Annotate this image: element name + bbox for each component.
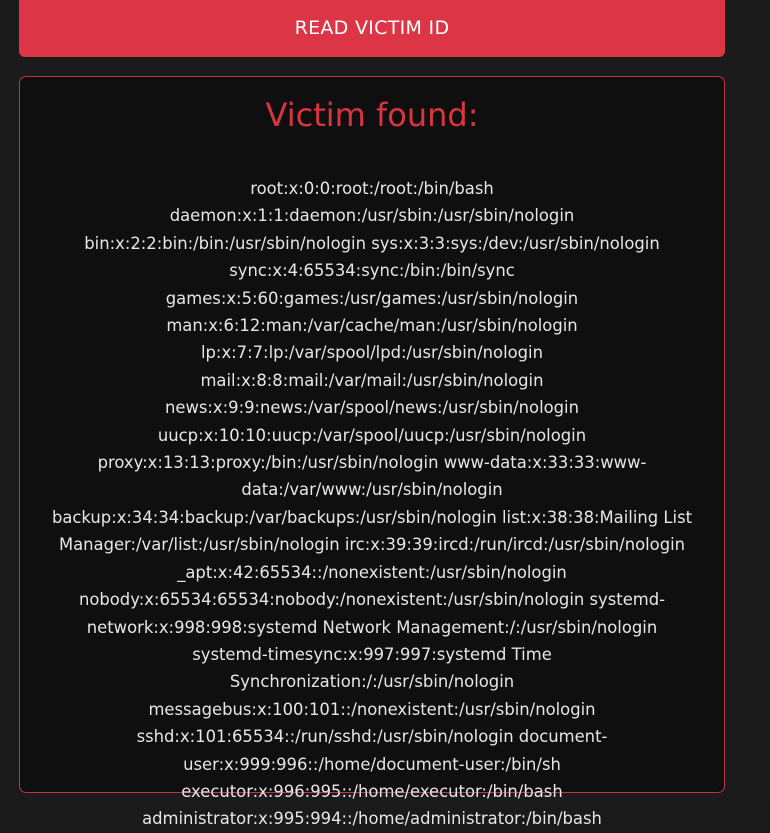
read-victim-id-button[interactable]: READ VICTIM ID (19, 0, 725, 57)
victim-found-heading: Victim found: (265, 96, 479, 134)
victim-result-panel (19, 76, 725, 829)
victim-file-content: root:x:0:0:root:/root:/bin/bash daemon:x:1:1:daemon:/usr/sbin:/usr/sbin/nologin bin:x:2:2:bin:/bin:/usr/sbin/nologin sys:x:3:3:sys:/dev:/usr/sbin/nologin sync:x:4:65534:sync:/bin:/bin/sync games:x:5:60:games:/usr/games:/usr/sbin/nologin man:x:6:12:man:/var/cache/man:/usr/sbin/nologin lp:x:7:7:lp:/var/spool/lpd:/usr/sbin/nologin mail:x:8:8:mail:/var/mail:/usr/sbin/nologin news:x:9:9:news:/var/spool/news:/usr/sbin/nologin uucp:x:10:10:uucp:/var/spool/uucp:/usr/sbin/nologin proxy:x:13:13:proxy:/bin:/usr/sbin/nologin www-data:x:33:33:www-data:/var/www:/usr/sbin/nologin backup:x:34:34:backup:/var/backups:/usr/sbin/nologin list:x:38:38:Mailing List Manager:/var/list:/usr/sbin/nologin irc:x:39:39:ircd:/run/ircd:/usr/sbin/nologin _apt:x:42:65534::/nonexistent:/usr/sbin/nologin nobody:x:65534:65534:nobody:/nonexistent:/usr/sbin/nologin systemd-network:x:998:998:systemd Network Management:/:/usr/sbin/nologin systemd-timesync:x:997:997:systemd Time Synchronization:/:/usr/sbin/nologin messagebus:x:100:101::/nonexistent:/usr/sbin/nologin sshd:x:101:65534::/run/sshd:/usr/sbin/nologin document-user:x:999:996::/home/document-user:/bin/sh executor:x:996:995::/home/executor:/bin/bash administrator:x:995:994::/home/administrator:/bin/bash (51, 179, 693, 829)
